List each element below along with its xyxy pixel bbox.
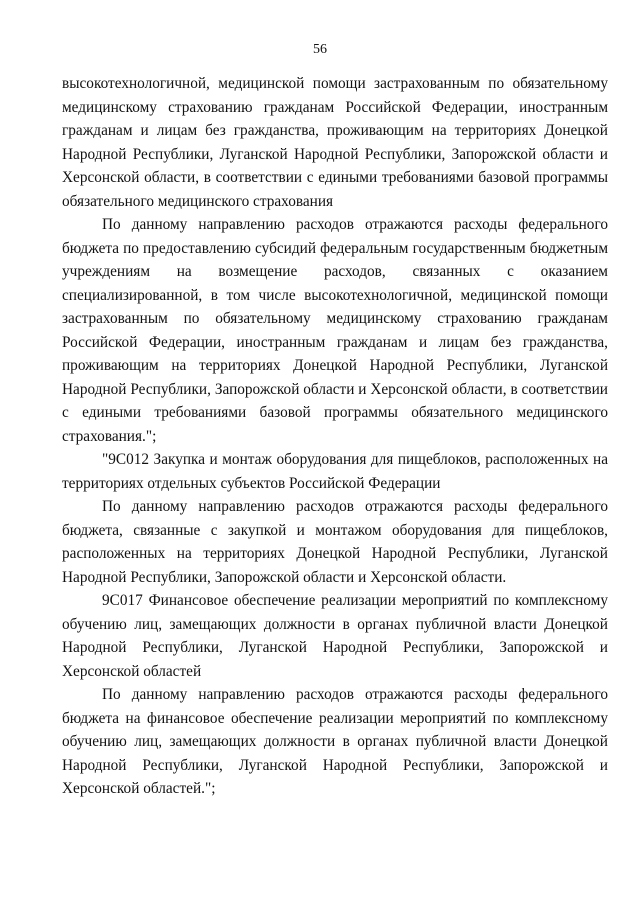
paragraph-description-9c017: По данному направлению расходов отражаются расходы федерального бюджета на финансовое обеспечение реализации мероприятий по комплексному обучению лиц, замещающих должности в органах публичной власти Донецкой Народной Республики, Луганской Народной Республики, Запорожской и Херсонской областей."; <box>62 686 608 797</box>
paragraph-heading-9c012: "9С012 Закупка и монтаж оборудования для пищеблоков, расположенных на территориях отдельных субъектов Российской Федерации <box>62 451 608 492</box>
document-body <box>62 72 608 801</box>
paragraph-heading-9c017: 9С017 Финансовое обеспечение реализации мероприятий по комплексному обучению лиц, замещающих должности в органах публичной власти Донецкой Народной Республики, Луганской Народной Республики, Запорожской и Херсонской областей <box>62 592 608 680</box>
page-number: 56 <box>313 42 327 57</box>
paragraph-description-9c012: По данному направлению расходов отражаются расходы федерального бюджета, связанные с закупкой и монтажом оборудования для пищеблоков, расположенных на территориях Донецкой Народной Республики, Луганской Народной Республики, Запорожской области и Херсонской области. <box>62 498 608 586</box>
paragraph-description-9c: По данному направлению расходов отражаются расходы федерального бюджета по предоставлению субсидий федеральным государственным бюджетным учреждениям на возмещение расходов, связанных с оказанием специализированной, в том числе высокотехнологичной, медицинской помощи застрахованным по обязательному медицинскому страхованию гражданам Российской Федерации, иностранным гражданам и лицам без гражданства, проживающим на территориях Донецкой Народной Республики, Луганской Народной Республики, Запорожской области и Херсонской области, в соответствии с едиными требованиями базовой программы обязательного медицинского страхования."; <box>62 216 608 445</box>
paragraph-continuation: высокотехнологичной, медицинской помощи застрахованным по обязательному медицинскому страхованию гражданам Российской Федерации, иностранным гражданам и лицам без гражданства, проживающим на территориях Донецкой Народной Республики, Луганской Народной Республики, Запорожской области и Херсонской области, в соответствии с едиными требованиями базовой программы обязательного медицинского страхования <box>62 75 608 210</box>
